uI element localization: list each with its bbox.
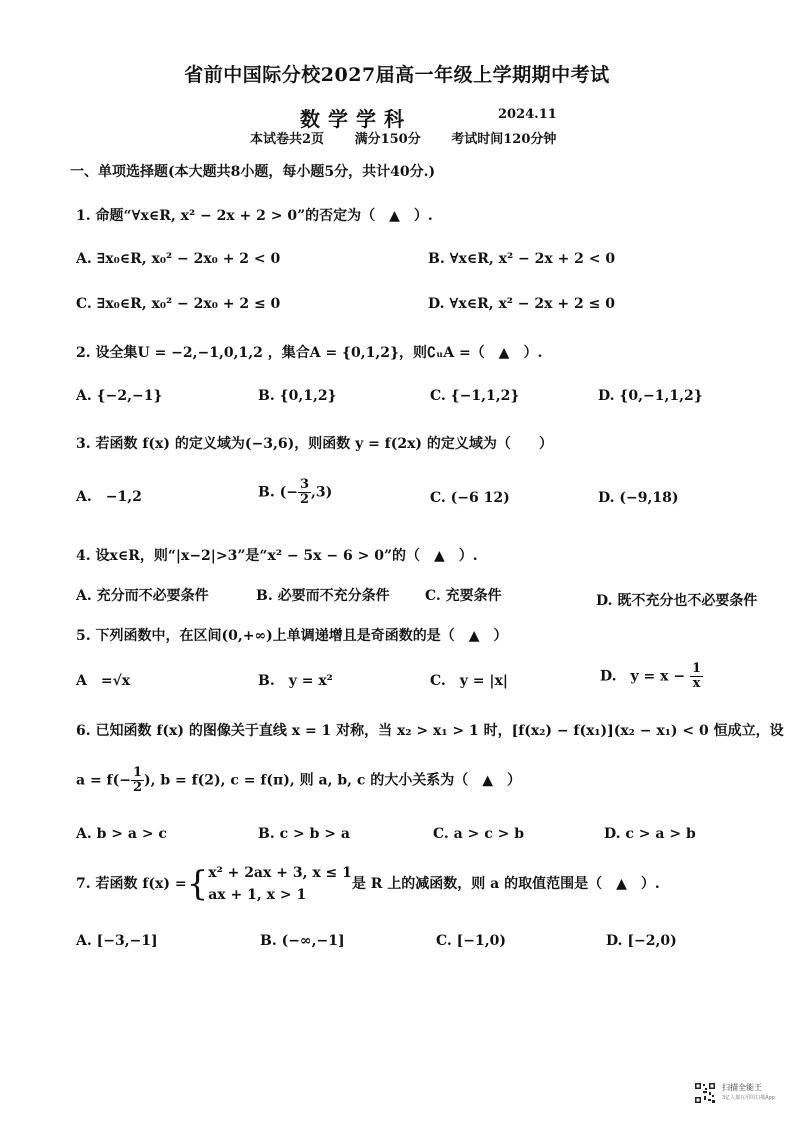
question-3-stem: 3. 若函数 f(x) 的定义域为(−3,6)，则函数 y = f(2x) 的定义域为（ ）	[76, 436, 553, 452]
exam-date: 2024.11	[498, 107, 557, 122]
fraction-numerator: 1	[132, 765, 142, 780]
question-4-option-a: A. 充分而不必要条件	[76, 588, 209, 604]
question-4-option-c: C. 充要条件	[425, 588, 502, 604]
scanner-logo-text: 扫描全能王	[722, 1083, 762, 1092]
question-5-option-d	[600, 662, 703, 691]
exam-info	[250, 128, 700, 147]
fraction	[298, 478, 311, 507]
fraction-numerator: 1	[691, 661, 702, 676]
piece-1: x² + 2ax + 3, x ≤ 1	[208, 865, 352, 881]
question-4-stem: 4. 设x∈R，则“|x−2|>3”是“x² − 5x − 6 > 0”的（ ▲ ）.	[76, 548, 478, 564]
stem-suffix: 是 R 上的减函数，则 a 的取值范围是（ ▲ ）.	[351, 876, 660, 892]
full-score: 满分150分	[354, 132, 421, 147]
question-3-option-a: A. −1,2	[76, 489, 142, 505]
exam-time: 考试时间120分钟	[451, 132, 557, 147]
fraction-denominator: x	[692, 676, 701, 691]
piecewise-definition	[208, 862, 352, 906]
page-count: 本试卷共2页	[250, 132, 325, 147]
question-1-option-b: B. ∀x∈R, x² − 2x + 2 < 0	[428, 251, 616, 267]
question-6-option-b: B. c > b > a	[258, 826, 350, 842]
question-7-option-d: D. [−2,0)	[606, 933, 677, 949]
question-1-option-c: C. ∃x₀∈R, x₀² − 2x₀ + 2 ≤ 0	[76, 296, 281, 312]
question-4-option-d: D. 既不充分也不必要条件	[596, 593, 758, 609]
exam-title: 省前中国际分校2027届高一年级上学期期中考试	[184, 64, 610, 86]
question-2-option-a: A. {−2,−1}	[76, 388, 163, 404]
fraction-denominator: 2	[299, 492, 309, 507]
question-1-stem: 1. 命题“∀x∈R, x² − 2x + 2 > 0”的否定为（ ▲ ）.	[76, 208, 433, 224]
question-2-option-b: B. {0,1,2}	[258, 388, 337, 404]
option-b-suffix: ,3)	[311, 484, 333, 501]
option-b-lead: (−	[279, 484, 298, 501]
scanner-logo-subtext: 3亿人都在用的扫描App	[722, 1095, 775, 1101]
subject-row	[0, 103, 794, 129]
question-6-option-c: C. a > c > b	[433, 826, 524, 842]
stem-prefix: 7. 若函数 f(x) =	[76, 876, 187, 892]
fraction	[690, 662, 703, 691]
question-3-option-d: D. (−9,18)	[598, 490, 679, 506]
fraction-denominator: 2	[132, 780, 142, 795]
question-3-option-b	[258, 478, 332, 507]
question-7-option-a: A. [−3,−1]	[76, 933, 158, 949]
question-2-stem: 2. 设全集U = −2,−1,0,1,2 ，集合A = {0,1,2}，则∁ᵤA =（ ▲ ）.	[76, 345, 543, 361]
question-5-option-c: C. y = |x|	[430, 673, 508, 689]
piece-2: ax + 1, x > 1	[208, 887, 307, 903]
question-7-stem	[76, 862, 660, 906]
question-6-option-a: A. b > a > c	[76, 826, 167, 842]
question-1-option-a: A. ∃x₀∈R, x₀² − 2x₀ + 2 < 0	[76, 251, 281, 267]
option-d-text: D. y = x −	[600, 668, 686, 685]
qr-code-icon	[694, 1082, 716, 1104]
question-2-option-d: D. {0,−1,1,2}	[598, 388, 703, 404]
question-3-option-c: C. (−6 12)	[430, 490, 510, 506]
question-6-line2	[76, 766, 521, 795]
question-7-option-b: B. (−∞,−1]	[260, 933, 345, 949]
question-6-stem: 6. 已知函数 f(x) 的图像关于直线 x = 1 对称，当 x₂ > x₁ > 1 时，[f(x₂) − f(x₁)](x₂ − x₁) < 0 恒成立，设	[76, 723, 784, 739]
option-b-label: B.	[258, 484, 275, 501]
fraction-numerator: 3	[299, 477, 309, 492]
fraction	[131, 766, 144, 795]
question-2-option-c: C. {−1,1,2}	[430, 388, 520, 404]
section-heading: 一、单项选择题(本大题共8小题，每小题5分，共计40分.)	[70, 164, 436, 180]
question-1-option-d: D. ∀x∈R, x² − 2x + 2 ≤ 0	[428, 296, 615, 312]
question-7-option-c: C. [−1,0)	[436, 933, 506, 949]
scanner-watermark	[694, 1082, 784, 1106]
question-5-stem: 5. 下列函数中，在区间(0,+∞)上单调递增且是奇函数的是（ ▲ ）	[76, 628, 508, 644]
left-brace: {	[186, 864, 209, 904]
line2-suffix: ), b = f(2), c = f(π), 则 a, b, c 的大小关系为（ ▲ ）	[143, 772, 522, 789]
question-4-option-b: B. 必要而不充分条件	[256, 588, 390, 604]
line2-prefix: a = f(−	[76, 772, 131, 789]
subject-name: 数学学科	[300, 107, 412, 131]
question-5-option-a: A =√x	[76, 673, 131, 689]
question-6-option-d: D. c > a > b	[604, 826, 696, 842]
question-5-option-b: B. y = x²	[258, 673, 333, 689]
